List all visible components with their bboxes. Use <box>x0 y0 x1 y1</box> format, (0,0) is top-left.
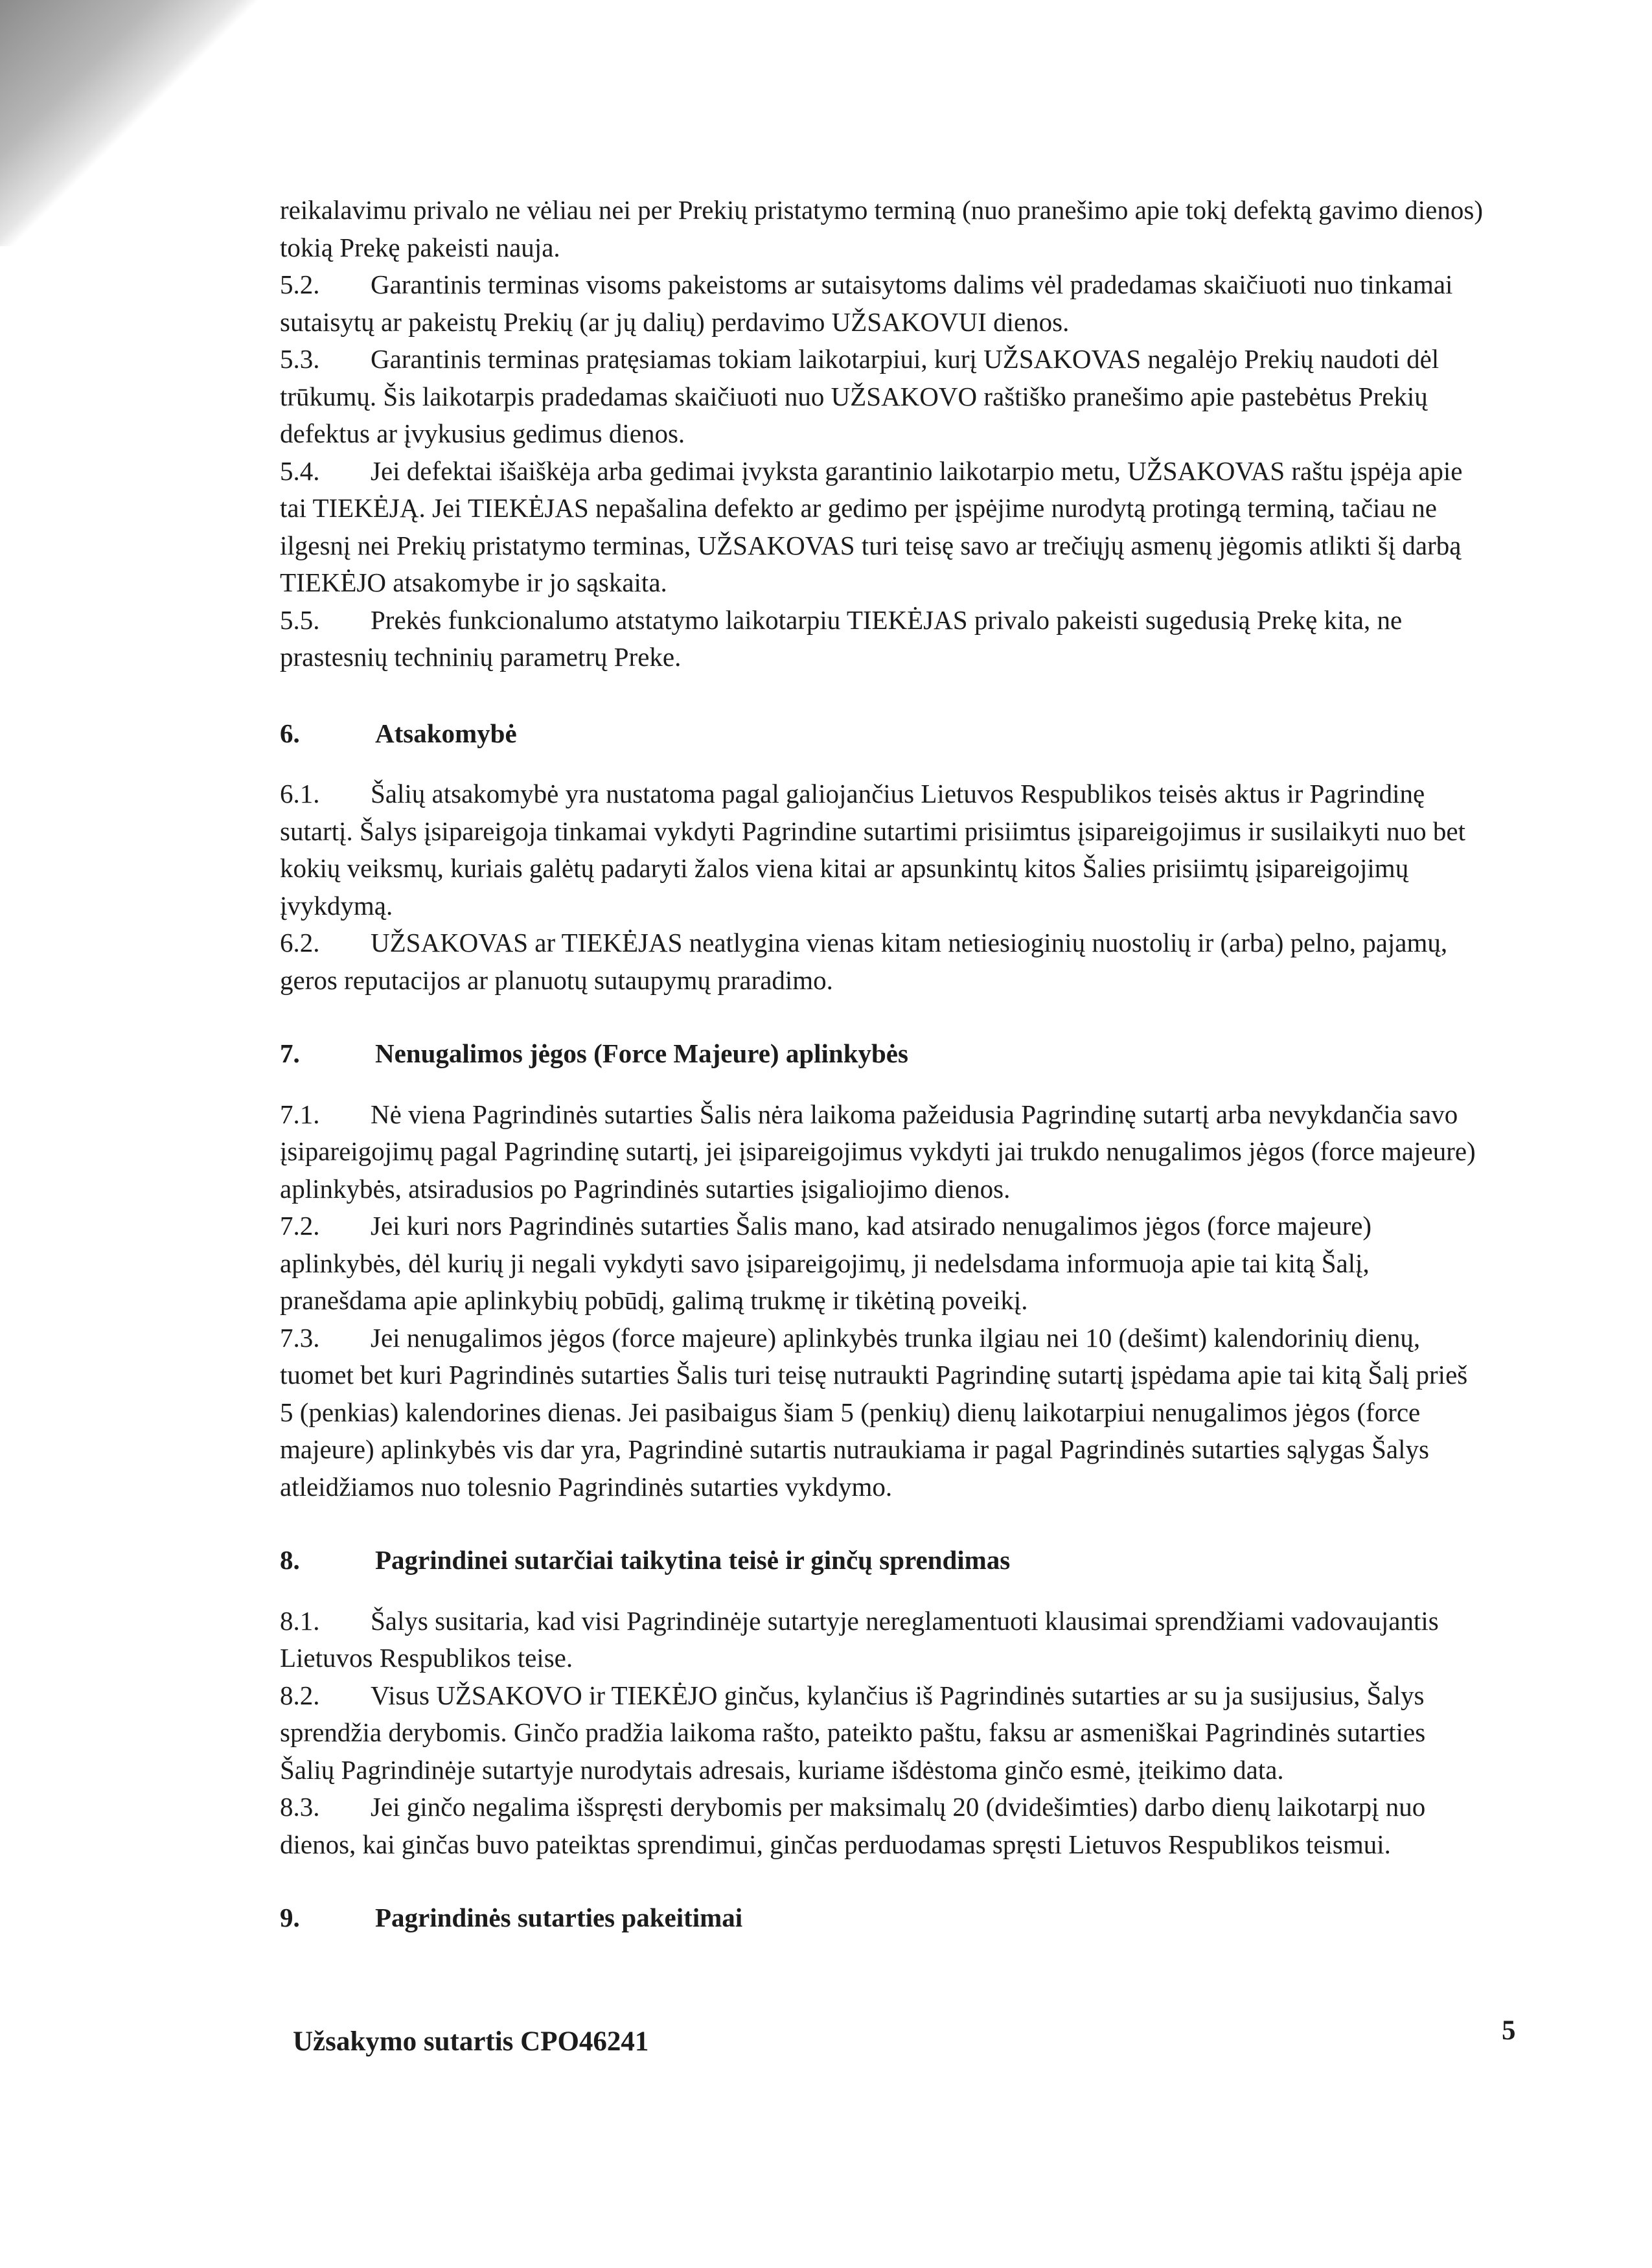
clause-text: Jei kuri nors Pagrindinės sutarties Šalis mano, kad atsirado nenugalimos jėgos (force majeure) aplinkybės, dėl kurių ji negali vykdyti savo įsipareigojimų, ji nedelsdama informuoja apie tai kitą Šalį, pranešdama apie aplinkybių pobūdį, galimą trukmę ir tikėtiną poveikį. <box>280 1211 1372 1315</box>
clause-8-1 <box>280 1603 1485 1677</box>
section-number: 8. <box>280 1545 300 1575</box>
clause-number: 6.2. <box>280 928 320 957</box>
section-heading <box>280 1899 1485 1937</box>
continuation-paragraph: reikalavimu privalo ne vėliau nei per Prekių pristatymo terminą (nuo pranešimo apie tokį defektą gavimo dienos) tokią Prekę pakeisti nauja. <box>280 195 1483 262</box>
section-heading <box>280 715 1485 753</box>
clause-number: 5.2. <box>280 269 320 299</box>
clause-7-2 <box>280 1208 1485 1320</box>
clause-text: Garantinis terminas visoms pakeistoms ar sutaisytoms dalims vėl pradedamas skaičiuoti nuo tinkamai sutaisytų ar pakeistų Prekių (ar jų dalių) perdavimo UŽSAKOVUI dienos. <box>280 269 1453 337</box>
clause-number: 5.3. <box>280 344 320 374</box>
section-title: Atsakomybė <box>375 718 517 748</box>
clause-number: 8.1. <box>280 1605 320 1636</box>
clause-text: Šalių atsakomybė yra nustatoma pagal galiojančius Lietuvos Respublikos teisės aktus ir Pagrindinę sutartį. Šalys įsipareigoja tinkamai vykdyti Pagrindine sutartimi prisiimtus įsipareigojimus ir susilaikyti nuo bet kokių veiksmų, kuriais galėtų padaryti žalos viena kitai ar apsunkintų kitos Šalies prisiimtų įsipareigojimų įvykdymą. <box>280 779 1466 921</box>
section-title: Pagrindinės sutarties pakeitimai <box>375 1903 743 1932</box>
clause-number: 6.1. <box>280 779 320 808</box>
clause-text: Šalys susitaria, kad visi Pagrindinėje sutartyje nereglamentuoti klausimai sprendžiami vadovaujantis Lietuvos Respublikos teise. <box>280 1605 1439 1673</box>
section-9 <box>280 1899 1485 1937</box>
section-heading <box>280 1542 1485 1579</box>
section-6 <box>280 715 1485 1000</box>
clause-8-2 <box>280 1677 1485 1789</box>
clause-text: Jei ginčo negalima išspręsti derybomis per maksimalų 20 (dvidešimties) darbo dienų laikotarpį nuo dienos, kai ginčas buvo pateiktas sprendimui, ginčas perduodamas spręsti Lietuvos Respublikos teismui. <box>280 1792 1426 1859</box>
clause-7-3 <box>280 1320 1485 1506</box>
clause-number: 8.2. <box>280 1680 320 1710</box>
folded-corner-shadow <box>0 0 272 246</box>
clause-6-2 <box>280 924 1485 999</box>
clause-5-2 <box>280 266 1485 341</box>
page-number: 5 <box>1502 2015 1516 2046</box>
section-number: 7. <box>280 1038 300 1068</box>
clause-number: 5.5. <box>280 604 320 635</box>
clause-5-4 <box>280 453 1485 602</box>
section-5 <box>280 266 1485 676</box>
section-number: 9. <box>280 1903 300 1932</box>
clause-number: 7.1. <box>280 1099 320 1129</box>
section-title: Nenugalimos jėgos (Force Majeure) aplinkybės <box>375 1038 908 1068</box>
clause-text: Jei nenugalimos jėgos (force majeure) aplinkybės trunka ilgiau nei 10 (dešimt) kalendorinių dienų, tuomet bet kuri Pagrindinės sutarties Šalis turi teisę nutraukti Pagrindinę sutartį įspėdama apie tai kitą Šalį prieš 5 (penkias) kalendorines dienas. Jei pasibaigus šiam 5 (penkių) dienų laikotarpiui nenugalimos jėgos (force majeure) aplinkybės vis dar yra, Pagrindinė sutartis nutraukiama ir pagal Pagrindinės sutarties sąlygas Šalys atleidžiamos nuo tolesnio Pagrindinės sutarties vykdymo. <box>280 1322 1468 1502</box>
section-heading <box>280 1035 1485 1073</box>
clause-text: UŽSAKOVAS ar TIEKĖJAS neatlygina vienas kitam netiesioginių nuostolių ir (arba) pelno, pajamų, geros reputacijos ar planuotų sutaupymų praradimo. <box>280 928 1448 995</box>
clause-number: 7.3. <box>280 1322 320 1353</box>
clause-text: Prekės funkcionalumo atstatymo laikotarpiu TIEKĖJAS privalo pakeisti sugedusią Prekę kita, ne prastesnių techninių parametrų Preke. <box>280 604 1403 672</box>
clause-number: 8.3. <box>280 1792 320 1822</box>
section-title: Pagrindinei sutarčiai taikytina teisė ir ginčų sprendimas <box>375 1545 1011 1575</box>
clause-6-1 <box>280 775 1485 924</box>
clause-number: 7.2. <box>280 1211 320 1241</box>
clause-5-3 <box>280 341 1485 453</box>
clause-7-1 <box>280 1096 1485 1208</box>
footer-contract-title: Užsakymo sutartis CPO46241 <box>293 2026 649 2057</box>
clause-number: 5.4. <box>280 455 320 486</box>
clause-5-5 <box>280 602 1485 676</box>
clause-text: Garantinis terminas pratęsiamas tokiam laikotarpiui, kurį UŽSAKOVAS negalėjo Prekių naudoti dėl trūkumų. Šis laikotarpis pradedamas skaičiuoti nuo UŽSAKOVO raštiško pranešimo apie pastebėtus Prekių defektus ar įvykusius gedimus dienos. <box>280 344 1440 448</box>
clause-text: Jei defektai išaiškėja arba gedimai įvyksta garantinio laikotarpio metu, UŽSAKOVAS raštu įspėja apie tai TIEKĖJĄ. Jei TIEKĖJAS nepašalina defekto ar gedimo per įspėjime nurodytą protingą terminą, tačiau ne ilgesnį nei Prekių pristatymo terminas, UŽSAKOVAS turi teisę savo ar trečiųjų asmenų jėgomis atlikti šį darbą TIEKĖJO atsakomybe ir jo sąskaita. <box>280 455 1463 597</box>
clause-8-3 <box>280 1789 1485 1863</box>
clause-text: Visus UŽSAKOVO ir TIEKĖJO ginčus, kylančius iš Pagrindinės sutarties ar su ja susijusius, Šalys sprendžia derybomis. Ginčo pradžia laikoma rašto, pateikto paštu, faksu ar asmeniškai Pagrindinės sutarties Šalių Pagrindinėje sutartyje nurodytais adresais, kuriame išdėstoma ginčo esmė, įteikimo data. <box>280 1680 1426 1785</box>
section-number: 6. <box>280 718 300 748</box>
section-8 <box>280 1542 1485 1863</box>
clause-text: Nė viena Pagrindinės sutarties Šalis nėra laikoma pažeidusia Pagrindinę sutartį arba nevykdančia savo įsipareigojimų pagal Pagrindinę sutartį, jei įsipareigojimus vykdyti jai trukdo nenugalimos jėgos (force majeure) aplinkybės, atsiradusios po Pagrindinės sutarties įsigaliojimo dienos. <box>280 1099 1476 1204</box>
section-7 <box>280 1035 1485 1506</box>
document-body <box>280 192 1485 1960</box>
